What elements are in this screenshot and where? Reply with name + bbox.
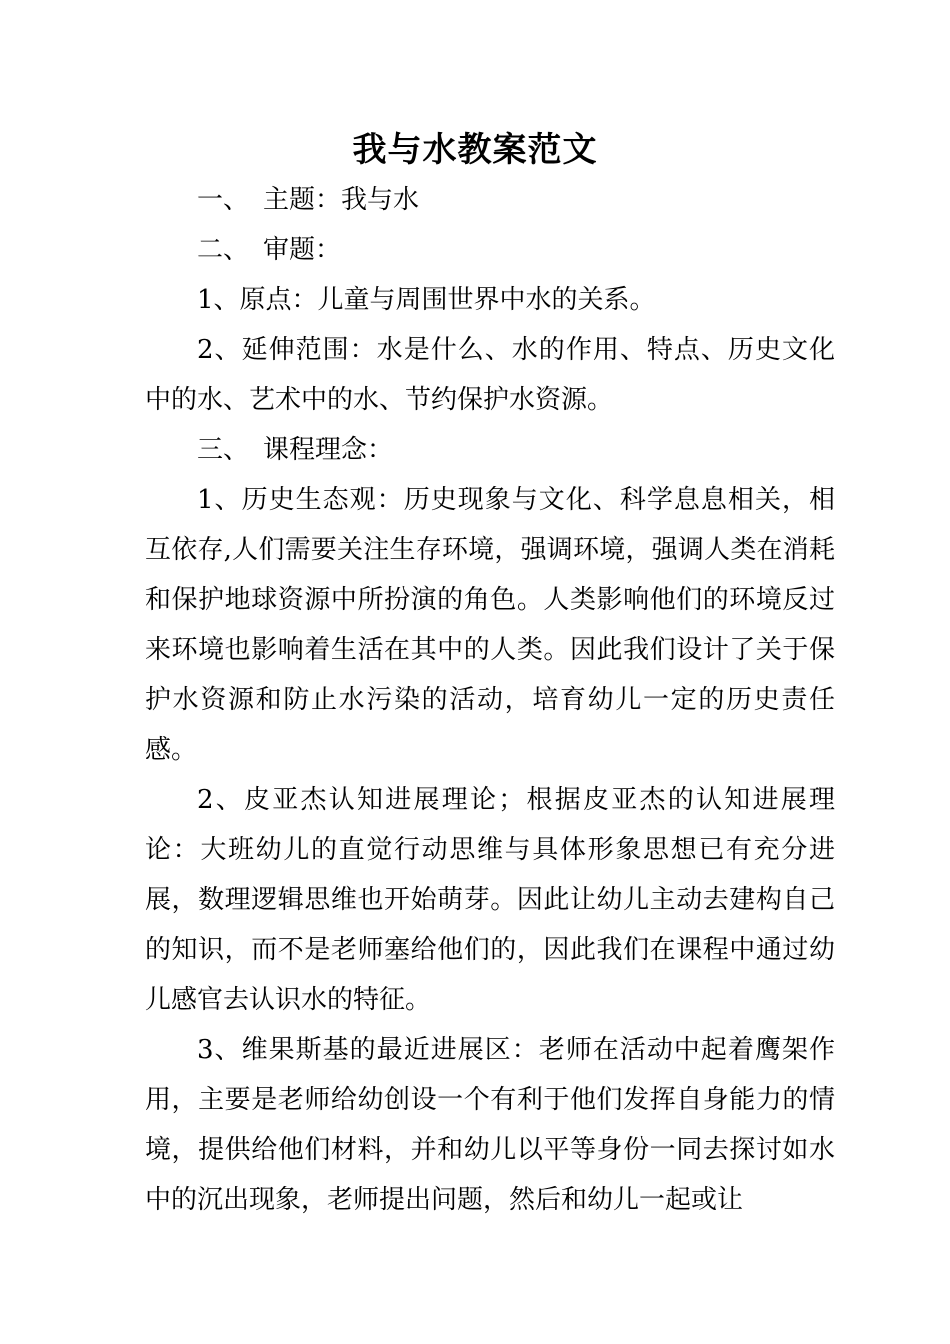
paragraph-ecology: 1、历史生态观：历史现象与文化、科学息息相关，相互依存,人们需要关注生存环境，强调环境，强调人类在消耗和保护地球资源中所扮演的角色。人类影响他们的环境反过来环境也影响着生活在其中的人类。因此我们设计了关于保护水资源和防止水污染的活动，培育幼儿一定的历史责任感。 xyxy=(145,485,835,765)
paragraph-vygotsky: 3、维果斯基的最近进展区：老师在活动中起着鹰架作用，主要是老师给幼创设一个有利于他们发挥自身能力的情境，提供给他们材料，并和幼儿以平等身份一同去探讨如水中的沉出现象，老师提出问题，然后和幼儿一起或让 xyxy=(145,1035,835,1215)
section-heading-review xyxy=(145,225,835,275)
document-body xyxy=(145,175,835,1225)
document-title: 我与水教案范文 xyxy=(352,130,598,170)
section-heading-topic xyxy=(145,175,835,225)
section-heading-text: 主题：我与水 xyxy=(263,185,420,215)
paragraph-origin: 1、原点：儿童与周围世界中水的关系。 xyxy=(197,285,656,315)
section-heading-text: 课程理念： xyxy=(263,435,394,465)
section-number: 一、 xyxy=(197,185,250,215)
section-number: 二、 xyxy=(197,235,250,265)
section-heading-text: 审题： xyxy=(263,235,342,265)
section-number: 三、 xyxy=(197,435,250,465)
section-heading-philosophy xyxy=(145,425,835,475)
paragraph-scope: 2、延伸范围：水是什么、水的作用、特点、历史文化中的水、艺术中的水、节约保护水资源。 xyxy=(145,335,835,415)
paragraph-piaget: 2、皮亚杰认知进展理论；根据皮亚杰的认知进展理论：大班幼儿的直觉行动思维与具体形象思想已有充分进展，数理逻辑思维也开始萌芽。因此让幼儿主动去建构自己的知识，而不是老师塞给他们的，因此我们在课程中通过幼儿感官去认识水的特征。 xyxy=(145,785,835,1015)
